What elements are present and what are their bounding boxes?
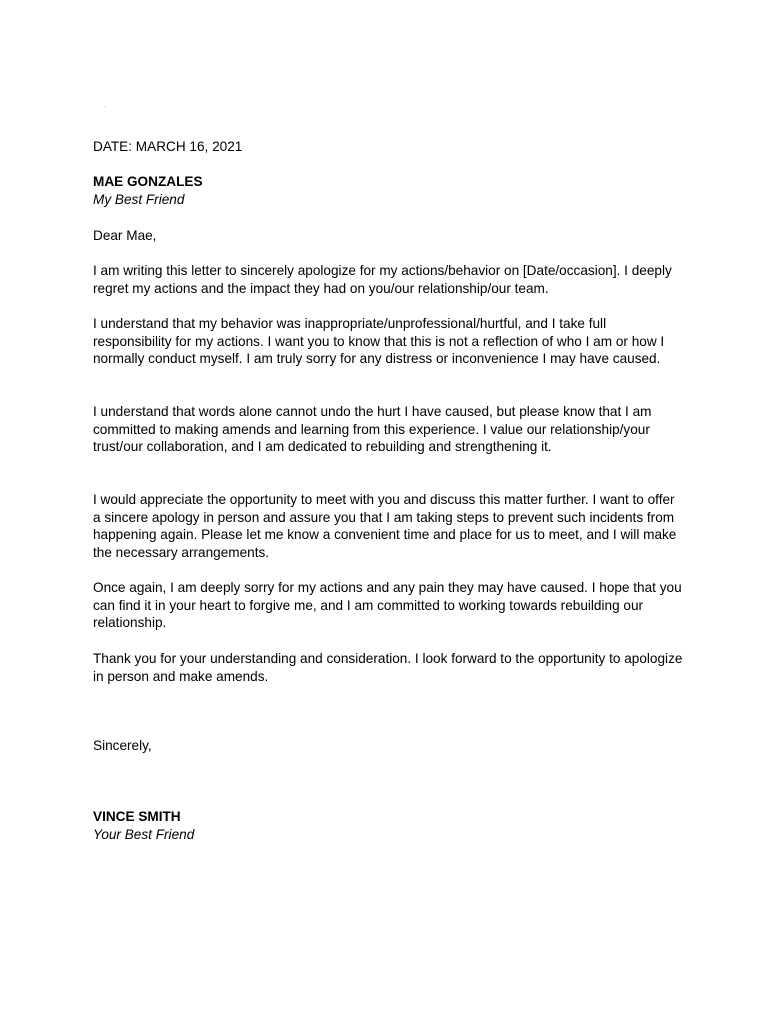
stray-dot-mark (104, 106, 105, 107)
sender-name: VINCE SMITH (93, 809, 181, 824)
body-paragraph: I understand that my behavior was inappropriate/unprofessional/hurtful, and I take full responsibility for my actions. I want you to know that this is not a reflection of who I am or how I normally conduct myself. I am truly sorry for any distress or inconvenience I may have caused. (93, 316, 665, 367)
recipient-title: My Best Friend (93, 192, 185, 207)
body-paragraph: I understand that words alone cannot undo the hurt I have caused, but please know that I am committed to making amends and learning from this experience. I value our relationship/your trust/our collaboration, and I am dedicated to rebuilding and strengthening it. (93, 404, 652, 455)
recipient-name: MAE GONZALES (93, 174, 203, 189)
body-paragraph: Once again, I am deeply sorry for my actions and any pain they may have caused. I hope that you can find it in your heart to forgive me, and I am committed to working towards rebuilding our relationship. (93, 580, 682, 631)
sender-title: Your Best Friend (93, 827, 195, 842)
salutation: Dear Mae, (93, 228, 157, 243)
body-paragraph: Thank you for your understanding and consideration. I look forward to the opportunity to apologize in person and make amends. (93, 651, 683, 684)
closing: Sincerely, (93, 738, 152, 753)
date-line: DATE: MARCH 16, 2021 (93, 139, 243, 154)
body-paragraph: I am writing this letter to sincerely apologize for my actions/behavior on [Date/occasion]. I deeply regret my actions and the impact they had on you/our relationship/our team. (93, 263, 672, 296)
body-paragraph: I would appreciate the opportunity to meet with you and discuss this matter further. I want to offer a sincere apology in person and assure you that I am taking steps to prevent such incidents from happening again. Please let me know a convenient time and place for us to meet, and I will make the necessary arrangements. (93, 492, 677, 561)
